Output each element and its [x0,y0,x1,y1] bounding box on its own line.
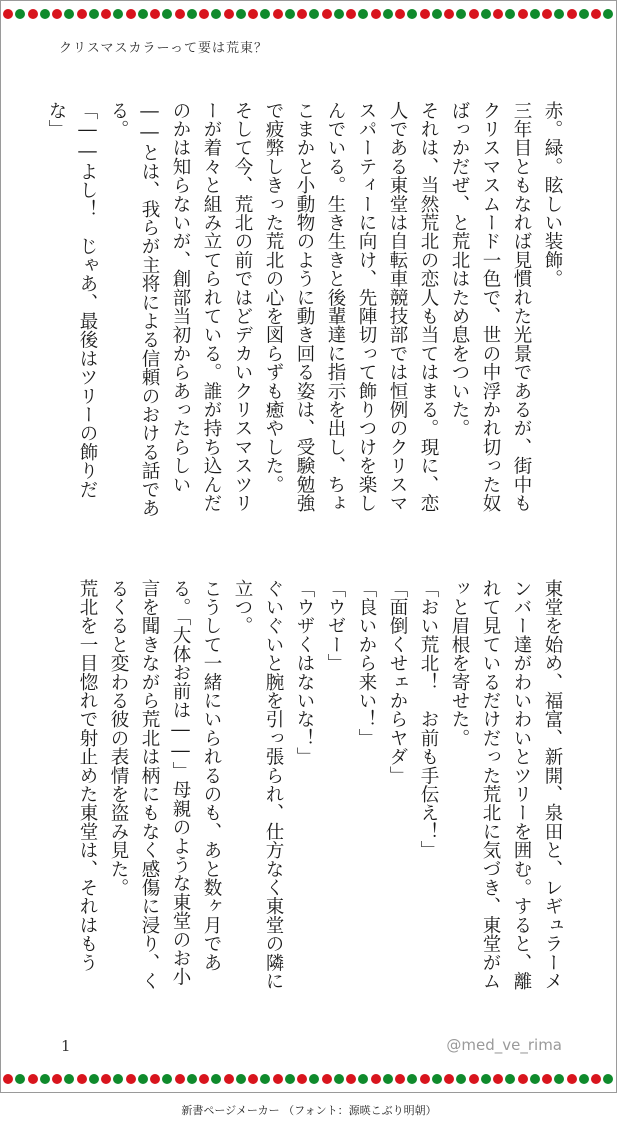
paragraph: それは、当然荒北の恋人も当てはまる。現に、恋人である東堂は自転車競技部では恒例のクリスマスパーティーに向け、先陣切って飾りつけを楽しんでいる。生き生きと後輩達に指示を出し、ちょこまかと小動物のように動き回る姿は、受験勉強で疲弊しきった荒北の心を図らずも癒やした。 [263,101,439,513]
border-dot [199,1074,209,1084]
border-dot [346,9,356,19]
border-dot [358,9,368,19]
border-dot [187,1074,197,1084]
paragraph: 「面倒くせェからヤダ」 [387,579,408,785]
bottom-dot-border [3,1073,614,1085]
paragraph: 東堂を始め、福富、新開、泉田と、レギュラーメンバー達がわいわいとツリーを囲む。すると、離れて見ているだけだった荒北に気づき、東堂がムッと眉根を寄せた。 [449,579,563,991]
border-dot [64,1074,74,1084]
border-dot [444,1074,454,1084]
running-title: クリスマスカラーって要は荒東？ [59,41,268,56]
border-dot [346,1074,356,1084]
border-dot [309,1074,319,1084]
border-dot [15,9,25,19]
border-dot [211,9,221,19]
border-dot [420,1074,430,1084]
generator-credit: 新書ページメーカー （フォント：源暎こぶり明朝） [181,1104,437,1117]
border-dot [505,1074,515,1084]
paragraph: 「ウゼー」 [325,579,346,673]
border-dot [285,1074,295,1084]
border-dot [89,1074,99,1084]
border-dot [407,1074,417,1084]
paragraph: 「――よし！ じゃあ、最後はツリーの飾りだな」 [46,101,98,499]
border-dot [175,9,185,19]
border-dot [236,1074,246,1084]
border-dot [432,1074,442,1084]
border-dot [530,9,540,19]
paragraph: 「ウザくはないな！」 [294,579,315,766]
border-dot [420,9,430,19]
border-dot [542,1074,552,1084]
border-dot [518,1074,528,1084]
upper-text-block [46,101,568,519]
border-dot [554,1074,564,1084]
border-dot [162,1074,172,1084]
border-dot [162,9,172,19]
border-dot [456,1074,466,1084]
author-handle: @med_ve_rima [446,1036,562,1054]
border-dot [407,9,417,19]
border-dot [150,1074,160,1084]
border-dot [358,1074,368,1084]
lower-text-block [58,579,568,997]
border-dot [260,1074,270,1084]
border-dot [273,1074,283,1084]
border-dot [334,1074,344,1084]
border-dot [52,1074,62,1084]
border-dot [126,1074,136,1084]
paragraph: 「良いから来い！」 [356,579,377,748]
border-dot [505,9,515,19]
border-dot [322,1074,332,1084]
border-dot [175,1074,185,1084]
border-dot [101,1074,111,1084]
border-dot [138,9,148,19]
border-dot [297,9,307,19]
border-dot [591,1074,601,1084]
border-dot [126,9,136,19]
border-dot [3,1074,13,1084]
paragraph: ぐいぐいと腕を引っ張られ、仕方なく東堂の隣に立つ。 [232,579,284,991]
border-dot [211,1074,221,1084]
border-dot [493,9,503,19]
border-dot [138,1074,148,1084]
border-dot [64,9,74,19]
paragraph: こうして一緒にいられるのも、あと数ヶ月である。「大体お前は――」母親のような東堂のお小言を聞きながら荒北は柄にもなく感傷に浸り、くるくると変わる彼の表情を盗み見た。 [108,579,222,991]
border-dot [224,1074,234,1084]
border-dot [456,9,466,19]
paragraph: 「おい荒北！ お前も手伝え！」 [418,579,439,860]
paragraph: 三年目ともなれば見慣れた光景であるが、街中もクリスマスムード一色で、世の中浮かれ切った奴ばっかだぜ、と荒北はため息をついた。 [449,101,532,513]
border-dot [260,9,270,19]
border-dot [432,9,442,19]
border-dot [322,9,332,19]
border-dot [530,1074,540,1084]
border-dot [236,9,246,19]
border-dot [469,9,479,19]
border-dot [77,1074,87,1084]
border-dot [28,1074,38,1084]
border-dot [28,9,38,19]
border-dot [481,1074,491,1084]
paragraph: そして今、荒北の前ではどデカいクリスマスツリーが着々と組み立てられている。誰が持ち込んだのかは知らないが、創部当初からあったらしい――とは、我らが主将による信頼のおける話である。 [108,101,253,518]
border-dot [395,1074,405,1084]
border-dot [371,1074,381,1084]
border-dot [567,1074,577,1084]
page-number: 1 [61,1037,71,1055]
border-dot [224,9,234,19]
border-dot [444,9,454,19]
border-dot [481,9,491,19]
paragraph: 赤。緑。眩しい装飾。 [542,101,563,288]
border-dot [3,9,13,19]
border-dot [579,1074,589,1084]
border-dot [309,9,319,19]
border-dot [248,1074,258,1084]
border-dot [77,9,87,19]
border-dot [554,9,564,19]
border-dot [150,9,160,19]
paragraph: 荒北を一目惚れで射止めた東堂は、それはもう [77,579,98,972]
border-dot [579,9,589,19]
border-dot [591,9,601,19]
border-dot [383,9,393,19]
border-dot [395,9,405,19]
border-dot [603,1074,613,1084]
border-dot [297,1074,307,1084]
border-dot [199,9,209,19]
border-dot [89,9,99,19]
border-dot [603,9,613,19]
border-dot [40,1074,50,1084]
top-dot-border [3,8,614,20]
border-dot [518,9,528,19]
border-dot [273,9,283,19]
border-dot [371,9,381,19]
border-dot [567,9,577,19]
border-dot [383,1074,393,1084]
border-dot [187,9,197,19]
border-dot [248,9,258,19]
border-dot [113,1074,123,1084]
border-dot [334,9,344,19]
border-dot [52,9,62,19]
border-dot [493,1074,503,1084]
border-dot [542,9,552,19]
border-dot [469,1074,479,1084]
border-dot [285,9,295,19]
border-dot [15,1074,25,1084]
border-dot [113,9,123,19]
border-dot [40,9,50,19]
border-dot [101,9,111,19]
